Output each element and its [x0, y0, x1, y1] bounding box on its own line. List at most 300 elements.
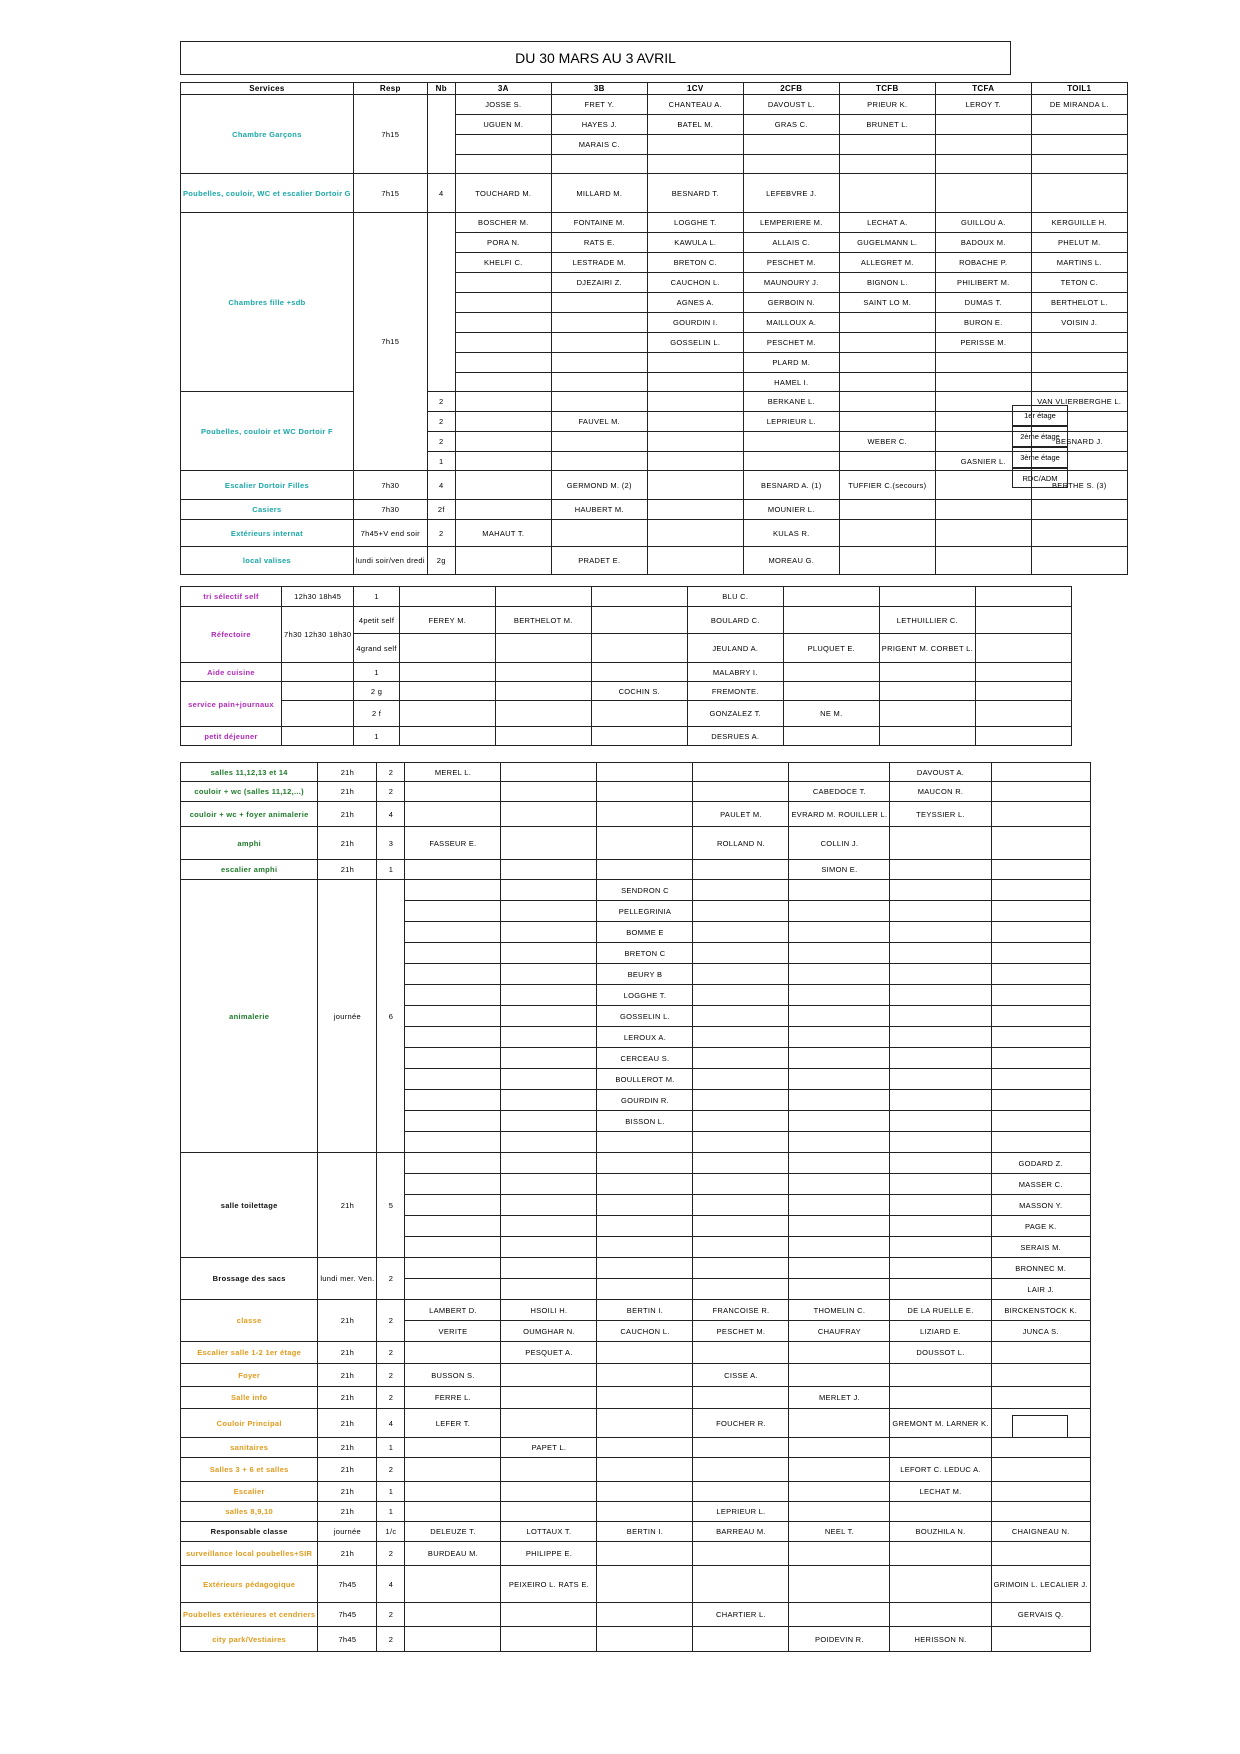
student-cell: PESCHET M. — [743, 253, 839, 273]
count-cell: 2 — [427, 392, 455, 412]
student-cell — [890, 1027, 991, 1048]
count-cell: 2 — [377, 1342, 405, 1364]
student-cell — [789, 1195, 890, 1216]
student-cell — [647, 392, 743, 412]
count-cell: 2 — [427, 412, 455, 432]
student-cell — [693, 1237, 789, 1258]
count-cell: 5 — [377, 1153, 405, 1258]
student-cell — [405, 1027, 501, 1048]
header-nb: Nb — [427, 83, 455, 95]
student-cell: BOSCHER M. — [455, 213, 551, 233]
count-cell: 2 — [377, 1258, 405, 1300]
student-cell — [399, 663, 495, 682]
table-row — [181, 213, 1128, 233]
student-cell: LEROY T. — [935, 95, 1031, 115]
student-cell — [405, 1342, 501, 1364]
student-cell — [991, 1069, 1090, 1090]
responsible-time: 7h15 — [353, 213, 427, 471]
student-cell — [501, 1090, 597, 1111]
count-cell: 1 — [354, 663, 399, 682]
student-cell — [455, 500, 551, 520]
student-cell: BADOUX M. — [935, 233, 1031, 253]
student-cell — [890, 1216, 991, 1237]
student-cell: MAUNOURY J. — [743, 273, 839, 293]
student-cell — [1031, 547, 1127, 575]
student-cell — [991, 1027, 1090, 1048]
student-cell — [789, 1090, 890, 1111]
service-name: Escalier Dortoir Filles — [181, 471, 354, 500]
student-cell — [839, 174, 935, 213]
student-cell: PLUQUET E. — [783, 634, 879, 663]
table-row — [181, 802, 1091, 827]
student-cell — [743, 155, 839, 174]
service-name: Escalier — [181, 1482, 318, 1502]
student-cell — [455, 333, 551, 353]
student-cell — [501, 943, 597, 964]
student-cell — [890, 860, 991, 880]
student-cell: HSOILI H. — [501, 1300, 597, 1321]
student-cell — [789, 1458, 890, 1482]
student-cell — [789, 1603, 890, 1627]
student-cell: LECHAT M. — [890, 1482, 991, 1502]
student-cell: LOGGHE T. — [597, 985, 693, 1006]
student-cell — [405, 1090, 501, 1111]
service-name: city park/Vestiaires — [181, 1627, 318, 1652]
student-cell — [789, 1482, 890, 1502]
service-name: Casiers — [181, 500, 354, 520]
student-cell — [693, 1542, 789, 1566]
table-row — [181, 682, 1072, 701]
student-cell — [693, 1458, 789, 1482]
service-name: Foyer — [181, 1364, 318, 1387]
student-cell — [405, 1153, 501, 1174]
student-cell — [935, 412, 1031, 432]
student-cell — [455, 155, 551, 174]
student-cell — [991, 943, 1090, 964]
student-cell — [597, 1438, 693, 1458]
student-cell — [1031, 520, 1127, 547]
student-cell: BESNARD J. — [1031, 432, 1127, 452]
service-name: local valises — [181, 547, 354, 575]
student-cell: MOREAU G. — [743, 547, 839, 575]
responsible-time: 21h — [318, 1482, 377, 1502]
student-cell — [693, 964, 789, 985]
student-cell — [991, 1438, 1090, 1458]
student-cell — [501, 1174, 597, 1195]
student-cell: MAUCON R. — [890, 782, 991, 802]
count-cell: 2 — [377, 1458, 405, 1482]
student-cell: GOURDIN I. — [647, 313, 743, 333]
count-cell: 1/c — [377, 1522, 405, 1542]
student-cell — [991, 1458, 1090, 1482]
student-cell — [789, 1279, 890, 1300]
student-cell — [935, 520, 1031, 547]
student-cell — [693, 1069, 789, 1090]
student-cell: GASNIER L. — [935, 452, 1031, 471]
service-name: Extérieurs pédagogique — [181, 1566, 318, 1603]
student-cell — [405, 880, 501, 901]
table-row — [181, 1258, 1091, 1279]
student-cell — [693, 1342, 789, 1364]
student-cell — [839, 313, 935, 333]
service-name: salle toilettage — [181, 1153, 318, 1258]
student-cell — [789, 1216, 890, 1237]
responsible-time: 21h — [318, 1502, 377, 1522]
count-cell: 1 — [377, 1438, 405, 1458]
student-cell — [1031, 174, 1127, 213]
student-cell — [501, 1195, 597, 1216]
student-cell — [991, 880, 1090, 901]
student-cell — [693, 1627, 789, 1652]
student-cell — [455, 135, 551, 155]
student-cell: GRAS C. — [743, 115, 839, 135]
student-cell — [501, 880, 597, 901]
table-row — [181, 587, 1072, 607]
header-class: 3B — [551, 83, 647, 95]
count-cell: 2f — [427, 500, 455, 520]
student-cell: BOULARD C. — [687, 607, 783, 634]
student-cell — [405, 1566, 501, 1603]
student-cell — [399, 701, 495, 727]
student-cell: MASSER C. — [991, 1174, 1090, 1195]
student-cell: BLU C. — [687, 587, 783, 607]
student-cell — [693, 1438, 789, 1458]
table-row — [181, 174, 1128, 213]
student-cell — [991, 763, 1090, 782]
student-cell — [890, 1090, 991, 1111]
student-cell — [935, 547, 1031, 575]
service-name: couloir + wc + foyer animalerie — [181, 802, 318, 827]
student-cell — [597, 1237, 693, 1258]
student-cell: MAILLOUX A. — [743, 313, 839, 333]
student-cell — [455, 373, 551, 392]
student-cell: FONTAINE M. — [551, 213, 647, 233]
student-cell: PESCHET M. — [743, 333, 839, 353]
student-cell: SAINT LO M. — [839, 293, 935, 313]
service-name: Réfectoire — [181, 607, 282, 663]
student-cell: HERISSON N. — [890, 1627, 991, 1652]
header-class: 1CV — [647, 83, 743, 95]
student-cell — [647, 135, 743, 155]
responsible-time: 21h — [318, 802, 377, 827]
floor-label: 2ème étage — [1012, 426, 1068, 447]
student-cell — [839, 547, 935, 575]
service-name: salles 11,12,13 et 14 — [181, 763, 318, 782]
student-cell — [455, 353, 551, 373]
table-row — [181, 860, 1091, 880]
table-row — [181, 1482, 1091, 1502]
service-name: Poubelles, couloir et WC Dortoir F — [181, 392, 354, 471]
table-row — [181, 471, 1128, 500]
student-cell: MAHAUT T. — [455, 520, 551, 547]
student-cell: LETHUILLIER C. — [879, 607, 975, 634]
student-cell — [789, 1258, 890, 1279]
student-cell — [455, 452, 551, 471]
student-cell: LOTTAUX T. — [501, 1522, 597, 1542]
student-cell — [789, 763, 890, 782]
student-cell — [405, 1502, 501, 1522]
student-cell — [693, 1174, 789, 1195]
student-cell — [597, 1258, 693, 1279]
student-cell — [789, 1048, 890, 1069]
student-cell: BOMME E — [597, 922, 693, 943]
student-cell: DJEZAIRI Z. — [551, 273, 647, 293]
responsible-time: 7h30 — [353, 471, 427, 500]
student-cell: GOURDIN R. — [597, 1090, 693, 1111]
responsible-time: 7h30 12h30 18h30 — [282, 607, 354, 663]
count-cell: 1 — [354, 727, 399, 746]
student-cell — [405, 1048, 501, 1069]
student-cell — [501, 1069, 597, 1090]
responsible-time — [282, 663, 354, 682]
student-cell — [839, 412, 935, 432]
student-cell: TUFFIER C.(secours) — [839, 471, 935, 500]
count-cell: 2 — [377, 1627, 405, 1652]
responsible-time: journée — [318, 880, 377, 1153]
student-cell — [991, 1387, 1090, 1409]
student-cell: LAIR J. — [991, 1279, 1090, 1300]
student-cell — [591, 727, 687, 746]
header-class: 3A — [455, 83, 551, 95]
responsible-time: 21h — [318, 1387, 377, 1409]
student-cell: ALLAIS C. — [743, 233, 839, 253]
student-cell — [693, 901, 789, 922]
student-cell: GERBOIN N. — [743, 293, 839, 313]
student-cell — [597, 802, 693, 827]
student-cell — [839, 333, 935, 353]
count-cell: 1 — [427, 452, 455, 471]
student-cell: COLLIN J. — [789, 827, 890, 860]
student-cell: UGUEN M. — [455, 115, 551, 135]
count-cell: 2g — [427, 547, 455, 575]
student-cell — [405, 1111, 501, 1132]
student-cell — [495, 587, 591, 607]
student-cell — [789, 1027, 890, 1048]
responsible-time: 21h — [318, 1300, 377, 1342]
student-cell — [783, 682, 879, 701]
student-cell — [1031, 412, 1127, 432]
student-cell: PELLEGRINIA — [597, 901, 693, 922]
student-cell — [693, 922, 789, 943]
student-cell: BEURY B — [597, 964, 693, 985]
responsible-time: 21h — [318, 763, 377, 782]
student-cell — [935, 373, 1031, 392]
student-cell — [839, 392, 935, 412]
student-cell — [783, 663, 879, 682]
student-cell — [789, 1342, 890, 1364]
student-cell — [879, 701, 975, 727]
student-cell — [399, 634, 495, 663]
student-cell — [597, 827, 693, 860]
student-cell — [991, 860, 1090, 880]
student-cell — [591, 587, 687, 607]
student-cell: HAMEL I. — [743, 373, 839, 392]
student-cell: BESNARD T. — [647, 174, 743, 213]
student-cell: KAWULA L. — [647, 233, 743, 253]
student-cell — [890, 1153, 991, 1174]
count-cell: 4petit self — [354, 607, 399, 634]
student-cell — [890, 943, 991, 964]
student-cell — [591, 607, 687, 634]
student-cell — [501, 1153, 597, 1174]
student-cell — [890, 1258, 991, 1279]
student-cell: MALABRY I. — [687, 663, 783, 682]
floor-label: RDC/ADM — [1012, 468, 1068, 488]
student-cell: VOISIN J. — [1031, 313, 1127, 333]
student-cell — [597, 1195, 693, 1216]
student-cell — [647, 452, 743, 471]
student-cell — [839, 452, 935, 471]
student-cell: GOSSELIN L. — [647, 333, 743, 353]
count-cell: 2 g — [354, 682, 399, 701]
student-cell — [597, 1502, 693, 1522]
count-cell — [427, 213, 455, 392]
student-cell — [501, 1364, 597, 1387]
student-cell — [789, 1111, 890, 1132]
student-cell: KERGUILLE H. — [1031, 213, 1127, 233]
table-row — [181, 392, 1128, 412]
student-cell — [501, 1482, 597, 1502]
count-cell: 4 — [427, 471, 455, 500]
student-cell — [991, 1048, 1090, 1069]
student-cell — [991, 985, 1090, 1006]
student-cell — [789, 1566, 890, 1603]
student-cell: LEFER T. — [405, 1409, 501, 1438]
student-cell — [597, 1132, 693, 1153]
header-resp: Resp — [353, 83, 427, 95]
student-cell — [890, 1111, 991, 1132]
student-cell — [455, 412, 551, 432]
student-cell — [890, 1006, 991, 1027]
student-cell: LEFEBVRE J. — [743, 174, 839, 213]
count-cell: 4 — [427, 174, 455, 213]
student-cell: MERLET J. — [789, 1387, 890, 1409]
student-cell: LEFORT C. LEDUC A. — [890, 1458, 991, 1482]
student-cell: RATS E. — [551, 233, 647, 253]
count-cell: 2 — [377, 763, 405, 782]
service-name: Salle info — [181, 1387, 318, 1409]
student-cell: BESNARD A. (1) — [743, 471, 839, 500]
student-cell: OUMGHAR N. — [501, 1321, 597, 1342]
student-cell: DESRUES A. — [687, 727, 783, 746]
count-cell: 3 — [377, 827, 405, 860]
student-cell — [890, 1195, 991, 1216]
count-cell: 2 — [377, 782, 405, 802]
student-cell — [935, 353, 1031, 373]
table-row — [181, 1542, 1091, 1566]
student-cell: CHARTIER L. — [693, 1603, 789, 1627]
student-cell — [890, 985, 991, 1006]
student-cell — [839, 135, 935, 155]
student-cell — [551, 452, 647, 471]
header-class: 2CFB — [743, 83, 839, 95]
student-cell: AGNES A. — [647, 293, 743, 313]
count-cell: 4 — [377, 1409, 405, 1438]
table-row — [181, 1153, 1091, 1174]
responsible-time: 7h45 — [318, 1603, 377, 1627]
student-cell — [501, 860, 597, 880]
student-cell — [890, 1279, 991, 1300]
service-name: surveillance local poubelles+SIR — [181, 1542, 318, 1566]
student-cell: PAPET L. — [501, 1438, 597, 1458]
service-name: tri sélectif self — [181, 587, 282, 607]
student-cell: BERTHE S. (3) — [1031, 471, 1127, 500]
student-cell — [597, 1542, 693, 1566]
responsible-time: 7h15 — [353, 174, 427, 213]
student-cell: GERMOND M. (2) — [551, 471, 647, 500]
count-cell: 1 — [377, 1502, 405, 1522]
student-cell — [991, 1132, 1090, 1153]
table-row — [181, 827, 1091, 860]
student-cell — [551, 392, 647, 412]
student-cell: LECHAT A. — [839, 213, 935, 233]
table-row — [181, 95, 1128, 115]
responsible-time — [282, 701, 354, 727]
student-cell — [551, 155, 647, 174]
service-name: Poubelles, couloir, WC et escalier Dortoir G — [181, 174, 354, 213]
responsible-time: 21h — [318, 1542, 377, 1566]
student-cell — [501, 1048, 597, 1069]
student-cell: LOGGHE T. — [647, 213, 743, 233]
student-cell — [789, 1409, 890, 1438]
student-cell — [789, 1006, 890, 1027]
service-name: petit déjeuner — [181, 727, 282, 746]
responsible-time: 21h — [318, 1342, 377, 1364]
student-cell — [693, 1216, 789, 1237]
student-cell: THOMELIN C. — [789, 1300, 890, 1321]
student-cell — [693, 1279, 789, 1300]
student-cell: MARAIS C. — [551, 135, 647, 155]
student-cell: PEIXEIRO L. RATS E. — [501, 1566, 597, 1603]
student-cell — [890, 1603, 991, 1627]
student-cell — [597, 1627, 693, 1652]
student-cell — [501, 1502, 597, 1522]
student-cell — [991, 1111, 1090, 1132]
count-cell — [427, 95, 455, 174]
student-cell: BIRCKENSTOCK K. — [991, 1300, 1090, 1321]
service-name: animalerie — [181, 880, 318, 1153]
student-cell — [647, 412, 743, 432]
responsible-time: 21h — [318, 1458, 377, 1482]
student-cell — [405, 1627, 501, 1652]
student-cell: LESTRADE M. — [551, 253, 647, 273]
student-cell — [405, 1258, 501, 1279]
student-cell: CHAIGNEAU N. — [991, 1522, 1090, 1542]
student-cell — [501, 1258, 597, 1279]
student-cell: VERITE — [405, 1321, 501, 1342]
student-cell — [501, 1006, 597, 1027]
student-cell — [890, 964, 991, 985]
student-cell — [879, 587, 975, 607]
student-cell — [495, 634, 591, 663]
student-cell — [991, 1542, 1090, 1566]
student-cell — [597, 1482, 693, 1502]
student-cell — [789, 1502, 890, 1522]
student-cell: FERRE L. — [405, 1387, 501, 1409]
student-cell — [399, 587, 495, 607]
student-cell: LEMPERIERE M. — [743, 213, 839, 233]
service-name: amphi — [181, 827, 318, 860]
student-cell — [890, 1566, 991, 1603]
student-cell: BOULLEROT M. — [597, 1069, 693, 1090]
count-cell: 2 — [377, 1387, 405, 1409]
responsible-time — [282, 727, 354, 746]
student-cell: CAUCHON L. — [647, 273, 743, 293]
student-cell — [455, 547, 551, 575]
student-cell — [597, 1458, 693, 1482]
table-row — [181, 1627, 1091, 1652]
student-cell — [405, 782, 501, 802]
